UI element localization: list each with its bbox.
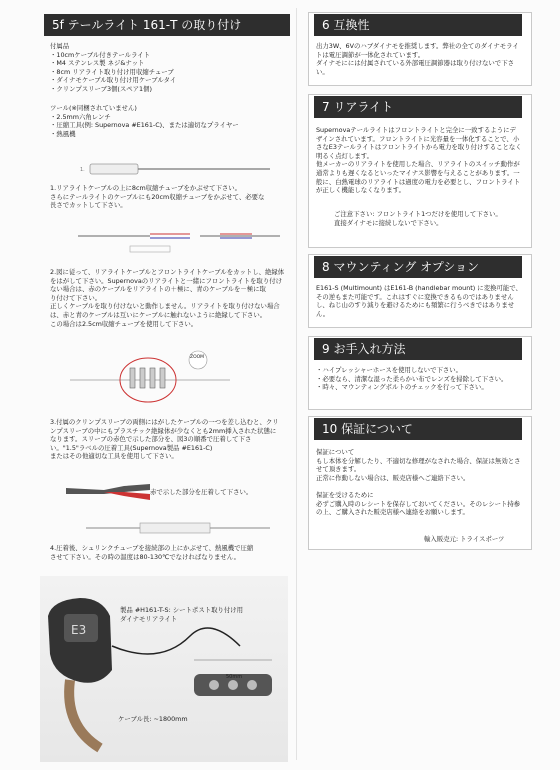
- product-photo: [40, 576, 288, 762]
- step1-text: 1.リアライトケーブルの上に8cm収縮チューブをかぶせて下さい。 さらにテールライトのケーブルにも20cm収縮チューブをかぶせて、必要な 長さでカットして下さい。: [50, 184, 265, 210]
- crimp-tool-figure: [64, 478, 154, 504]
- section-10-header: 10 保証について: [314, 418, 522, 440]
- step3-text: 3.付属のクリンプスリーブの両側にはがしたケーブルの一つを差し込むと、クリンプスリーブの中にもプラスチック絶縁体が少なくとも2mm挿入された状態になります。スリーブの赤色で示した部分を、図3の順番で圧着して下さい。"1.5"ラベルの圧着工具(Supernova製品 #E161-C) またはその他適切な工具を使用して下さい。: [50, 418, 279, 461]
- section-8-header: 8 マウンティング オプション: [314, 256, 522, 278]
- step2-text: 2.図に従って、リアライトケーブルとフロントライトケーブルをカットし、絶縁体 をはがして下さい。Supernovaのリアライトと一緒にフロントライトを取り付け ない場合は、赤のケーブルをリアライトの＋極に、青のケーブルを－極に取 り付けて下さい。 正しくケーブルを取り付けないと動作しません。リアライトを取り付けない場合 は、赤と青のケーブルは互いにケーブルに触れないように絶縁して下さい。 この場合は2.5cm収縮チューブを使用して下さい。: [50, 268, 285, 328]
- cable-cut-figure: [70, 222, 290, 262]
- section-10-body: 保証について もし本体を分解したり、不適切な修理がなされた場合、保証は無効とさせて頂きます。 正常に作動しない場合は、販売店様へご連絡下さい。 保証を受けるために 必ずご購入時のレシートを保存しておいてください。そのレシート持参の上、ご購入された販売店様へ連絡をお願いします。: [316, 448, 521, 517]
- section-8-body: E161-S (Multimount) はE161-B (handlebar mount) に変換可能で、その逆もまた可能です。これはすぐに変換できるものではありませんし、ねじ山のすり減りを避けるためにも頻繁に行うべきではありません。: [316, 284, 522, 318]
- tools-list: ツール(※同梱されていません) ・2.5mm六角レンチ ・圧縮工具(例: Supernova #E161-C)、または適切なプライヤー ・熱風機: [50, 104, 239, 138]
- crimp-sleeve-figure: [60, 346, 280, 412]
- section-6-body: 出力3W、6Vのハブダイナモを推奨します。弊社の全てのダイナモライトは電圧調節が一体化されています。 ダイナモにには付属されている外部電圧調節器は取り付けないで下さい。: [316, 42, 519, 76]
- step4-text: 4.圧着後、シュリンクチューブを接続部の上にかぶせて、熱風機で圧縮 させて下さい。その時の温度は80-130℃でなければなりません。: [50, 544, 254, 561]
- importer: 輸入販売元: トライスポーツ: [424, 535, 505, 543]
- section-6-header: 6 互換性: [314, 14, 522, 36]
- heat-shrink-figure: [80, 512, 280, 542]
- section-9-body: ・ハイプレッシャーホースを使用しないで下さい。 ・必要なら、清潔な湿った柔らかい布でレンズを掃除して下さい。 ・時々、マウンティングボルトのチェックを行って下さい。: [316, 366, 508, 392]
- shrink-tube-figure: [80, 158, 280, 184]
- section-7-body: Supernovaテールライトはフロントライトと完全に一致するようにデザインされています。フロントライトに光容量を一体化することで、小さなE3テールライトはフロントライトから電力を取り付けすることなく明るく点灯します。 他メーカーのリアライトを使用した場合、リアライトのスイッチ動作が通常よりも遅くなるといったマイナス影響を与えることがあります。一般に、白熱電球のリアライトは過度の電力を必要とし、フロントライトが正しく機能しなくなります。: [316, 126, 522, 195]
- dimension-50mm: 50mm: [226, 674, 243, 680]
- zoom-label: ZOOM: [190, 355, 205, 360]
- section-9-header: 9 お手入れ方法: [314, 338, 522, 360]
- crimp-note: 赤で示した部分を圧着して下さい。: [150, 488, 253, 496]
- svg-text:E3: E3: [71, 623, 87, 637]
- svg-text:1.: 1.: [80, 167, 85, 173]
- section-5f-header: 5f テールライト 161-T の取り付け: [44, 14, 290, 36]
- section-7-note: ご注意下さい: フロントライト1つだけを使用して下さい。 直接ダイナモに接続しないで下さい。: [334, 210, 502, 227]
- section-7-header: 7 リアライト: [314, 96, 522, 118]
- column-divider: [296, 8, 297, 760]
- parts-list: 付属品 ・10cmケーブル付きテールライト ・M4 ステンレス製 ネジ&ナット ・8cm リアライト取り付け用収縮チューブ ・ダイナモケーブル取り付け用ケーブルタイ ・クリンプスリーブ3個(スペア1個): [50, 42, 177, 93]
- product-caption: 製品 #H161-T-S: シートポスト取り付け用 ダイナモリアライト: [120, 606, 244, 623]
- cable-length: ケーブル長: ~1800mm: [118, 715, 188, 723]
